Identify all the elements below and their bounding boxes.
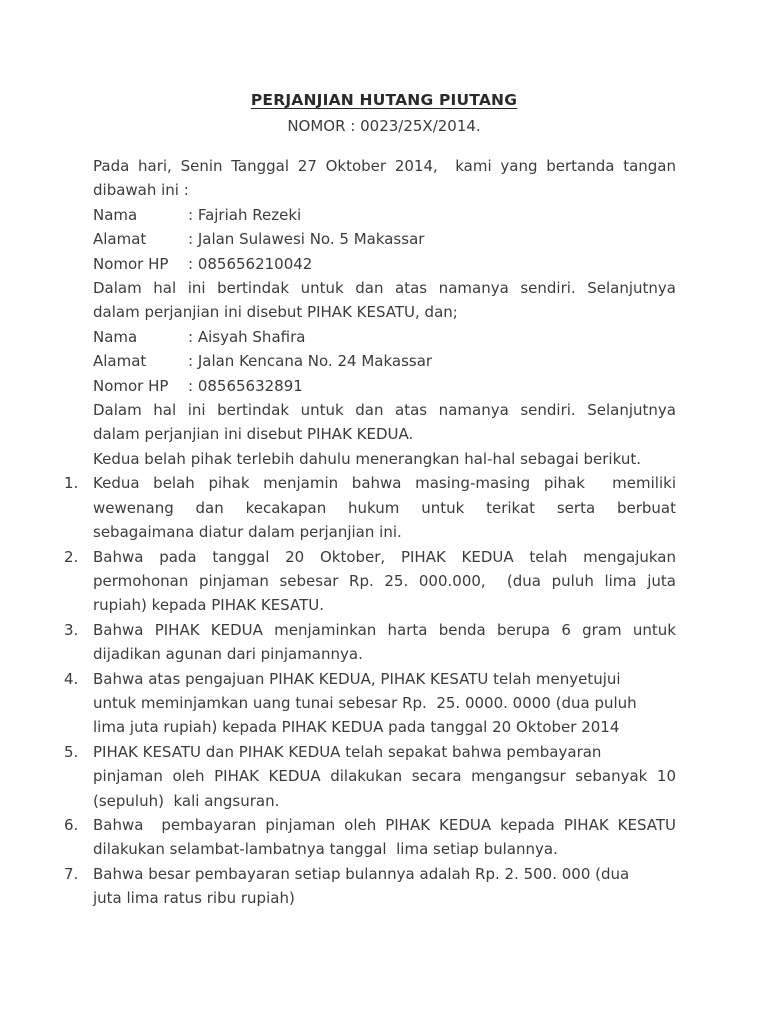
clause-number-6: 6.: [64, 815, 79, 834]
field-value-nomor-hp-2: : 08565632891: [188, 376, 303, 395]
field-label-nama-1: Nama: [93, 205, 138, 224]
clause-number-1: 1.: [64, 474, 79, 493]
field-value-nama-2: : Aisyah Shafira: [188, 327, 306, 346]
clause-1-line-3: sebagaimana diatur dalam perjanjian ini.: [93, 523, 402, 542]
clause-2-line-1: Bahwa pada tanggal 20 Oktober, PIHAK KEDUA telah mengajukan: [93, 547, 676, 566]
document-number: NOMOR : 0023/25X/2014.: [287, 117, 481, 135]
clause-item-7: [64, 862, 676, 911]
clause-6-line-2: dilakukan selambat-lambatnya tanggal lima setiap bulannya.: [93, 840, 558, 859]
party-two-statement-line-1: Dalam hal ini bertindak untuk dan atas namanya sendiri. Selanjutnya: [93, 401, 676, 420]
field-value-nomor-hp-1: : 085656210042: [188, 254, 313, 273]
clause-5-line-2: pinjaman oleh PIHAK KEDUA dilakukan secara mengangsur sebanyak 10: [93, 767, 676, 786]
party-one-statement-line-2: dalam perjanjian ini disebut PIHAK KESATU, dan;: [93, 303, 458, 322]
field-label-nama-2: Nama: [93, 327, 138, 346]
clause-3-line-1: Bahwa PIHAK KEDUA menjaminkan harta benda berupa 6 gram untuk: [93, 620, 676, 639]
field-row-nomor-hp-1: [93, 252, 676, 276]
field-row-nomor-hp-2: [93, 374, 676, 398]
field-row-nama-1: [93, 203, 676, 227]
field-row-nama-2: [93, 325, 676, 349]
clause-3-line-2: dijadikan agunan dari pinjamannya.: [93, 645, 363, 664]
clause-5-line-1: PIHAK KESATU dan PIHAK KEDUA telah sepakat bahwa pembayaran: [93, 742, 602, 761]
clause-2-line-2: permohonan pinjaman sebesar Rp. 25. 000.000, (dua puluh lima juta: [93, 571, 676, 590]
party-two-details: [93, 325, 676, 447]
document-body: [64, 154, 676, 911]
clause-item-4: [64, 667, 676, 740]
clause-4-line-1: Bahwa atas pengajuan PIHAK KEDUA, PIHAK KESATU telah menyetujui: [93, 669, 621, 688]
clause-7-line-2: juta lima ratus ribu rupiah): [93, 889, 295, 908]
clause-6-line-1: Bahwa pembayaran pinjaman oleh PIHAK KEDUA kepada PIHAK KESATU: [93, 815, 676, 834]
clause-number-3: 3.: [64, 620, 79, 639]
field-label-nomor-hp-1: Nomor HP: [93, 254, 169, 273]
clause-1-line-2: wewenang dan kecakapan hukum untuk terikat serta berbuat: [93, 498, 676, 517]
field-label-nomor-hp-2: Nomor HP: [93, 376, 169, 395]
intro-line-2: dibawah ini :: [93, 181, 189, 200]
document-header: [0, 0, 768, 139]
clause-item-3: [64, 618, 676, 667]
field-value-alamat-1: : Jalan Sulawesi No. 5 Makassar: [188, 230, 425, 249]
clause-7-line-1: Bahwa besar pembayaran setiap bulannya adalah Rp. 2. 500. 000 (dua: [93, 864, 630, 883]
party-one-statement-line-1: Dalam hal ini bertindak untuk dan atas namanya sendiri. Selanjutnya: [93, 279, 676, 298]
field-value-alamat-2: : Jalan Kencana No. 24 Makassar: [188, 352, 433, 371]
intro-line-1: Pada hari, Senin Tanggal 27 Oktober 2014, kami yang bertanda tangan: [93, 157, 676, 175]
clause-item-6: [64, 813, 676, 862]
clause-item-5: [64, 740, 676, 813]
party-one-details: [93, 203, 676, 325]
party-two-statement-line-2: dalam perjanjian ini disebut PIHAK KEDUA.: [93, 425, 414, 444]
clause-2-line-3: rupiah) kepada PIHAK KESATU.: [93, 596, 324, 615]
field-label-alamat-1: Alamat: [93, 230, 147, 249]
preamble-line: Kedua belah pihak terlebih dahulu menerangkan hal-hal sebagai berikut.: [93, 449, 641, 468]
clause-4-line-3: lima juta rupiah) kepada PIHAK KEDUA pada tanggal 20 Oktober 2014: [93, 718, 620, 737]
clause-4-line-2: untuk meminjamkan uang tunai sebesar Rp. 25. 0000. 0000 (dua puluh: [93, 693, 637, 712]
field-value-nama-1: : Fajriah Rezeki: [188, 205, 302, 224]
clause-5-line-3: (sepuluh) kali angsuran.: [93, 791, 280, 810]
clause-number-2: 2.: [64, 547, 79, 566]
clause-number-7: 7.: [64, 864, 79, 883]
clause-item-1: [64, 471, 676, 544]
clause-number-5: 5.: [64, 742, 79, 761]
field-label-alamat-2: Alamat: [93, 352, 147, 371]
field-row-alamat-1: [93, 227, 676, 251]
field-row-alamat-2: [93, 349, 676, 373]
clause-1-line-1: Kedua belah pihak menjamin bahwa masing-masing pihak memiliki: [93, 474, 676, 493]
clause-item-2: [64, 545, 676, 618]
document-title: PERJANJIAN HUTANG PIUTANG: [250, 91, 518, 109]
clause-number-4: 4.: [64, 669, 79, 688]
